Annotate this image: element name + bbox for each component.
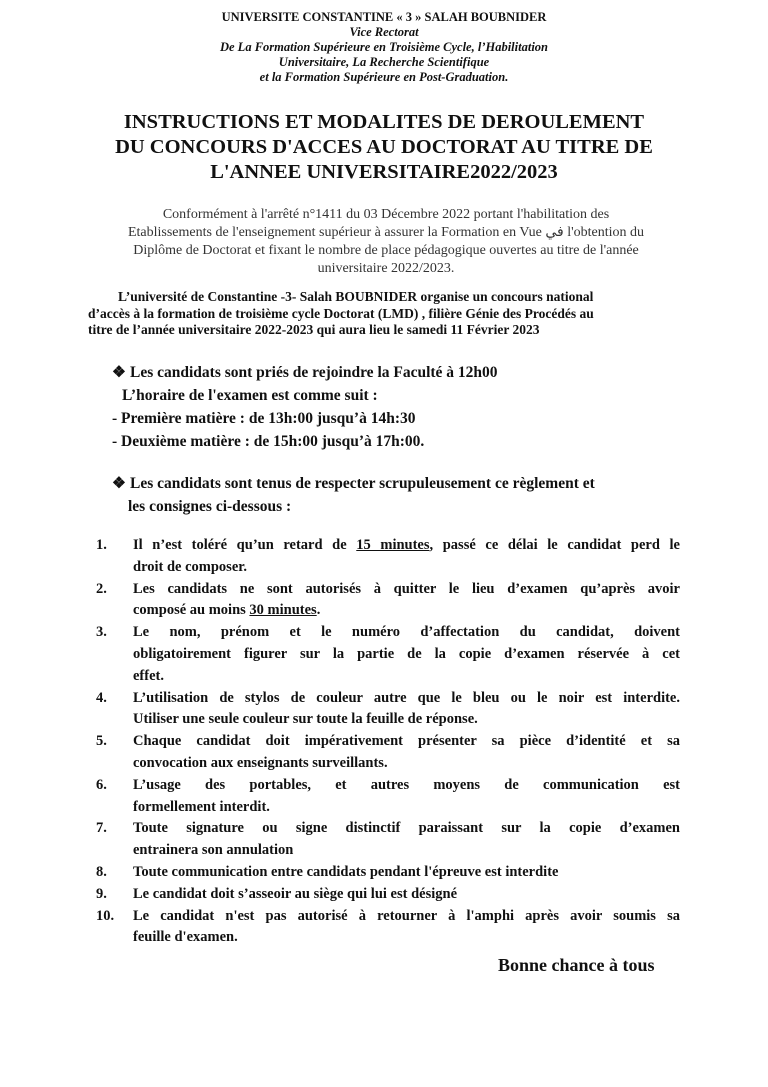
item-line: Toute communication entre candidats pendant l'épreuve est interdite [133,863,559,880]
item-line: L’utilisation de stylos de couleur autre que le bleu ou le noir est interdite. [133,689,680,706]
department-line-1: De La Formation Supérieure en Troisième Cycle, l’Habilitation [219,40,548,54]
item-line: droit de composer. [133,558,247,575]
organisation-paragraph [88,289,684,339]
item-number: 1. [96,537,107,553]
intro-line-4: universitaire 2022/2023. [317,261,455,276]
university-name: UNIVERSITE CONSTANTINE « 3 » SALAH BOUBNIDER [221,10,547,24]
list-item [96,884,680,906]
item-line: obligatoirement figurer sur la partie de la copie d’examen réservée à cet [133,645,680,662]
list-item [96,535,680,579]
item-line: composé au moins 30 minutes. [133,602,321,619]
arrival-line [112,361,498,384]
list-item [96,579,680,623]
item-number: 5. [96,733,107,750]
underlined-duration: 30 minutes [249,602,317,619]
item-line: convocation aux enseignants surveillants. [133,754,388,771]
list-item [96,862,680,884]
arrival-text: Les candidats sont priés de rejoindre la Faculté à 12h00 [130,364,498,381]
title-line-3: L'ANNEE UNIVERSITAIRE2022/2023 [210,161,558,183]
item-line: L’usage des portables, et autres moyens de communication est [133,776,680,793]
closing-greeting: Bonne chance à tous [498,955,655,975]
item-number: 4. [96,689,107,706]
list-item [96,622,680,687]
item-line: Il n’est toléré qu’un retard de 15 minutes, passé ce délai le candidat perd le [133,537,680,553]
department-line-2: Universitaire, La Recherche Scientifique [278,55,490,69]
item-number: 10. [96,907,115,924]
rules-intro-line-2: les consignes ci-dessous : [128,498,292,515]
intro-line-1: Conformément à l'arrêté n°1411 du 03 Décembre 2022 portant l'habilitation des [162,207,610,222]
item-number: 7. [96,820,107,837]
item-line: Les candidats ne sont autorisés à quitter le lieu d’examen qu’après avoir [133,580,680,597]
second-subject-time: - Deuxième matière : de 15h:00 jusqu’à 17h:00. [112,433,425,450]
list-item [96,818,680,862]
item-line: feuille d'examen. [133,929,238,946]
schedule-section [112,361,498,453]
organisation-line-1: L’université de Constantine -3- Salah BOUBNIDER organise un concours national [118,289,594,304]
item-line: Chaque candidat doit impérativement présenter sa pièce d’identité et sa [133,733,680,750]
intro-line-3: Diplôme de Doctorat et fixant le nombre de place pédagogique ouvertes au titre de l'année [133,243,639,258]
list-item [96,906,680,950]
diamond-bullet-icon: ❖ [112,364,126,381]
diamond-bullet-icon: ❖ [112,475,126,492]
item-line: formellement interdit. [133,798,270,815]
item-number: 9. [96,885,107,902]
underlined-duration: 15 minutes [356,537,430,553]
item-line: effet. [133,667,164,684]
letterhead [120,10,648,85]
item-line: Utiliser une seule couleur sur toute la feuille de réponse. [133,711,478,728]
intro-line-2: Etablissements de l'enseignement supérieur à assurer la Formation en Vue في l'obtention du [127,225,645,240]
item-line: entrainera son annulation [133,842,294,859]
document-title [70,110,698,185]
title-line-2: DU CONCOURS D'ACCES AU DOCTORAT AU TITRE DE [115,136,653,158]
rules-intro-line-1: ❖ Les candidats sont tenus de respecter scrupuleusement ce règlement et [112,472,682,495]
item-line: Toute signature ou signe distinctif paraissant sur la copie d’examen [133,820,680,837]
item-line: Le nom, prénom et le numéro d’affectation du candidat, doivent [133,624,680,641]
item-number: 2. [96,580,107,597]
item-number: 6. [96,776,107,793]
schedule-heading: L’horaire de l'examen est comme suit : [122,387,378,404]
item-number: 3. [96,624,107,641]
first-subject-time: - Première matière : de 13h:00 jusqu’à 14h:30 [112,410,416,427]
rules-list [96,535,680,949]
department-line-3: et la Formation Supérieure en Post-Graduation. [259,70,509,84]
rules-intro [112,472,682,518]
vice-rectorat: Vice Rectorat [349,25,419,39]
list-item [96,775,680,819]
intro-paragraph [88,206,684,278]
item-line: Le candidat n'est pas autorisé à retourner à l'amphi après avoir soumis sa [133,907,680,924]
organisation-line-3: titre de l’année universitaire 2022-2023 qui aura lieu le samedi 11 Février 2023 [88,322,540,337]
list-item [96,731,680,775]
organisation-line-2: d’accès à la formation de troisième cycle Doctorat (LMD) , filière Génie des Procédés au [88,305,594,321]
item-line: Le candidat doit s’asseoir au siège qui lui est désigné [133,885,457,902]
title-line-1: INSTRUCTIONS ET MODALITES DE DEROULEMENT [123,111,645,133]
item-number: 8. [96,863,107,880]
list-item [96,688,680,732]
